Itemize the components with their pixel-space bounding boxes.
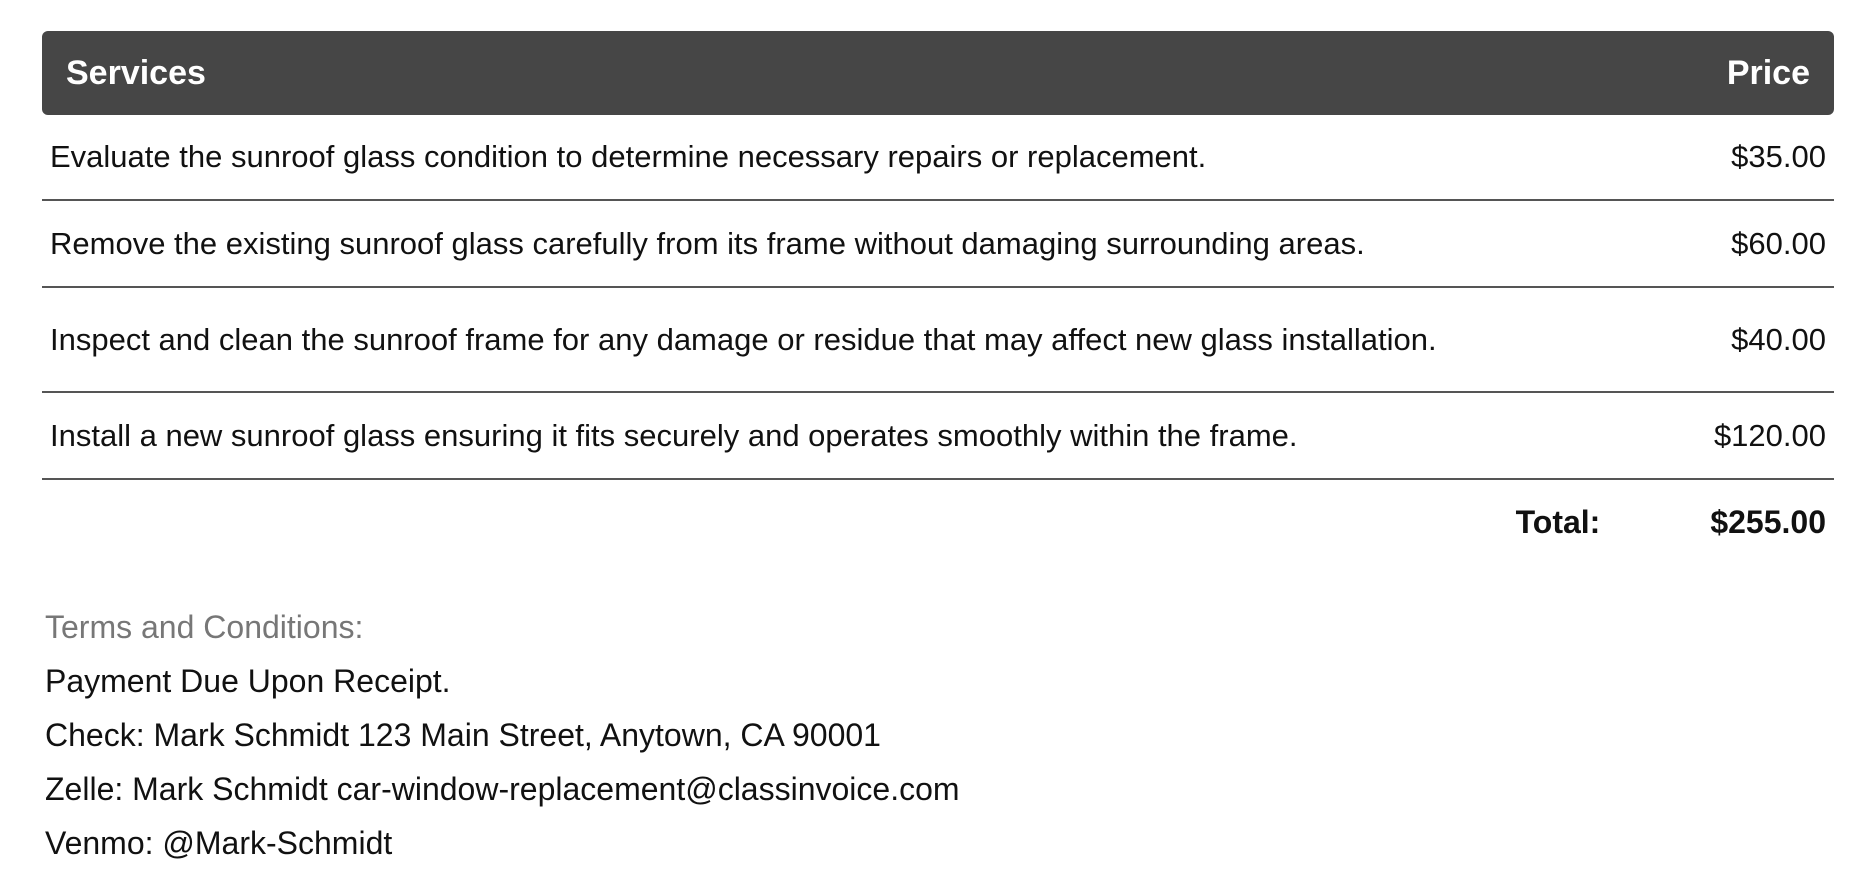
service-description: Remove the existing sunroof glass carefully from its frame without damaging surrounding areas. [50,225,1365,261]
services-table [42,31,1834,564]
terms-line: Venmo: @Mark-Schmidt [45,825,393,861]
total-row [42,480,1834,564]
header-services: Services [66,53,206,92]
service-description: Evaluate the sunroof glass condition to determine necessary repairs or replacement. [50,139,1207,174]
service-price: $60.00 [1731,225,1826,261]
table-row [42,115,1834,201]
terms-line: Zelle: Mark Schmidt car-window-replacement@classinvoice.com [45,771,960,807]
terms-title: Terms and Conditions: [45,609,364,645]
terms-line: Check: Mark Schmidt 123 Main Street, Anytown, CA 90001 [45,717,881,753]
service-price: $40.00 [1731,321,1826,357]
table-row [42,393,1834,480]
total-value: $255.00 [1710,503,1826,540]
service-description: Install a new sunroof glass ensuring it fits securely and operates smoothly within the frame. [50,417,1298,453]
service-description: Inspect and clean the sunroof frame for any damage or residue that may affect new glass installation. [50,321,1437,357]
terms-section [45,600,960,870]
table-row [42,201,1834,288]
header-price: Price [1726,53,1810,92]
terms-line: Payment Due Upon Receipt. [45,663,451,699]
table-row [42,288,1834,393]
service-price: $120.00 [1713,417,1826,453]
service-price: $35.00 [1731,139,1826,174]
table-header [42,31,1834,115]
total-label: Total: [1515,503,1601,540]
